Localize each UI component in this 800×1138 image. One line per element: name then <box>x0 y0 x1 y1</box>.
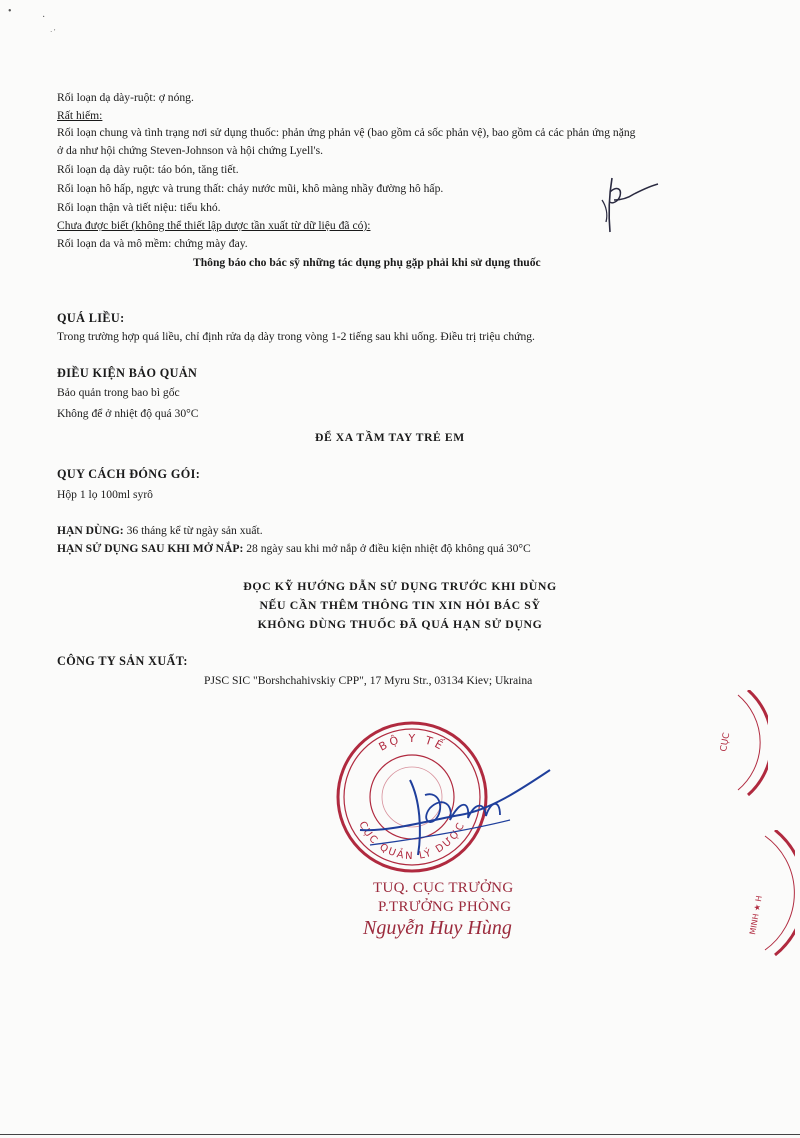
expiry-open-line <box>57 541 531 557</box>
packaging-heading: QUY CÁCH ĐÓNG GÓI: <box>57 467 201 481</box>
expiry-label: HẠN DÙNG: <box>57 524 124 537</box>
storage-heading: ĐIỀU KIỆN BẢO QUẢN <box>57 366 198 380</box>
manufacturer-heading: CÔNG TY SẢN XUẤT: <box>57 654 188 668</box>
overdose-heading: QUÁ LIỀU: <box>57 311 125 325</box>
scan-speck: · ' <box>50 28 56 36</box>
signature-title-1: TUQ. CỤC TRƯỞNG <box>373 880 514 896</box>
scan-speck: · <box>42 12 46 23</box>
signer-name: Nguyễn Huy Hùng <box>363 917 512 939</box>
expiry-open-label: HẠN SỬ DỤNG SAU KHI MỞ NẮP: <box>57 542 244 555</box>
edge-stamp-top <box>708 690 768 800</box>
unknown-heading: Chưa được biết (không thể thiết lập dược tần xuất từ dữ liệu đã có): <box>57 219 371 232</box>
storage-line: Không để ở nhiệt độ quá 30°C <box>57 407 199 420</box>
keep-away-children: ĐỂ XA TẦM TAY TRẺ EM <box>315 431 465 444</box>
signature-scrawl <box>350 760 570 870</box>
overdose-text: Trong trường hợp quá liều, chỉ định rửa dạ dày trong vòng 1-2 tiếng sau khi uống. Điều trị triệu chứng. <box>57 330 535 343</box>
side-effect-line: Rối loạn hô hấp, ngực và trung thất: chảy nước mũi, khô màng nhầy đường hô hấp. <box>57 182 444 195</box>
side-effect-line: Rối loạn dạ dày-ruột: ợ nóng. <box>57 91 194 104</box>
stamp-top-text: BỘ Y TẾ <box>376 731 448 754</box>
expiry-line <box>57 523 263 539</box>
side-effect-line: Rối loạn dạ dày ruột: táo bón, tăng tiết. <box>57 163 239 176</box>
warning-line: NẾU CẦN THÊM THÔNG TIN XIN HỎI BÁC SỸ <box>259 598 541 612</box>
rare-heading: Rất hiếm: <box>57 109 103 122</box>
side-effect-line: Rối loạn thận và tiết niệu: tiểu khó. <box>57 201 221 214</box>
stamp-bottom-text: CỤC QUẢN LÝ DƯỢC <box>356 819 468 863</box>
expiry-text: 36 tháng kể từ ngày sản xuất. <box>123 524 263 537</box>
doctor-notice: Thông báo cho bác sỹ những tác dụng phụ gặp phải khi sử dụng thuốc <box>193 256 541 269</box>
packaging-text: Hộp 1 lọ 100ml syrô <box>57 488 153 501</box>
edge-stamp-text: MINH ★ H <box>748 894 764 936</box>
manufacturer-address: PJSC SIC "Borshchahivskiy CPP", 17 Myru Str., 03134 Kiev; Ukraina <box>204 674 533 687</box>
side-effect-line: Rối loạn chung và tình trạng nơi sử dụng thuốc: phản ứng phản vệ (bao gồm cả sốc phản vệ), bao gồm cả các phản ứng nặng <box>57 126 636 139</box>
expiry-open-text: 28 ngày sau khi mở nắp ở điều kiện nhiệt độ không quá 30°C <box>243 542 531 555</box>
warning-line: ĐỌC KỸ HƯỚNG DẪN SỬ DỤNG TRƯỚC KHI DÙNG <box>243 579 557 593</box>
signature-title-2: P.TRƯỞNG PHÒNG <box>378 899 512 915</box>
edge-stamp-bottom <box>735 830 795 960</box>
svg-text:BỘ Y TẾ <box>377 732 448 754</box>
side-effect-line: ở da như hội chứng Steven-Johnson và hội chứng Lyell's. <box>57 144 323 157</box>
initials-mark <box>590 170 660 240</box>
bottom-rule <box>0 1134 800 1135</box>
storage-line: Bảo quản trong bao bì gốc <box>57 386 180 399</box>
edge-stamp-text: CỤC <box>719 731 733 753</box>
scan-speck: • <box>8 6 12 17</box>
warning-line: KHÔNG DÙNG THUỐC ĐÃ QUÁ HẠN SỬ DỤNG <box>257 617 543 631</box>
side-effect-line: Rối loạn da và mô mềm: chứng mày đay. <box>57 237 248 250</box>
